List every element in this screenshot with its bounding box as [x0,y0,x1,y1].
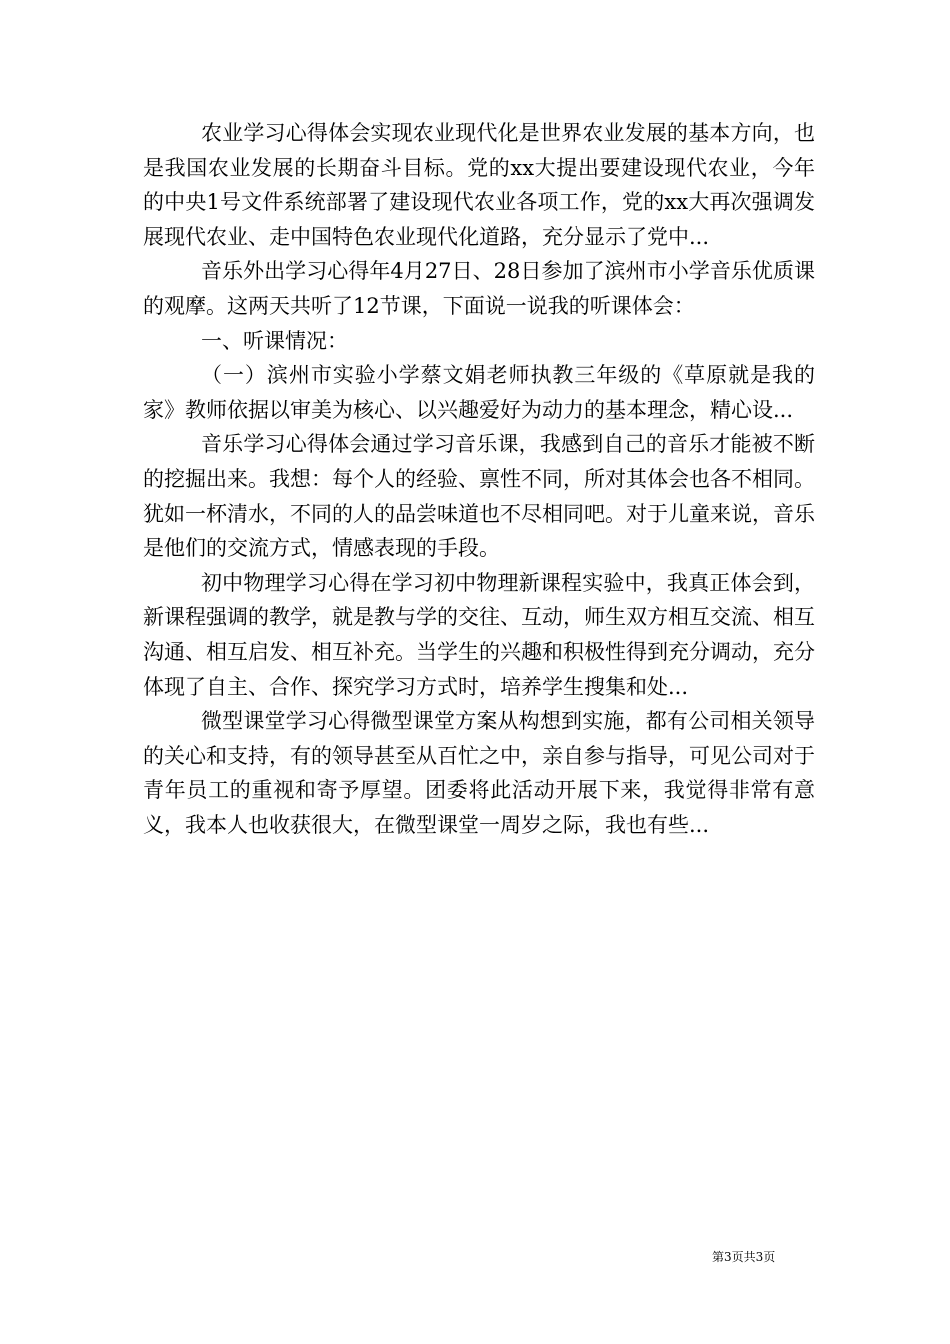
paragraph-physics: 初中物理学习心得在学习初中物理新课程实验中，我真正体会到，新课程强调的教学，就是教与学的交往、互动，师生双方相互交流、相互沟通、相互启发、相互补充。当学生的兴趣和积极性得到充分调动，充分体现了自主、合作、探究学习方式时，培养学生搜集和处... [143,570,815,699]
paragraph-music-study: 音乐学习心得体会通过学习音乐课，我感到自己的音乐才能被不断的挖掘出来。我想：每个人的经验、禀性不同，所对其体会也各不相同。犹如一杯清水，不同的人的品尝味道也不尽相同吧。对于儿童来说，音乐是他们的交流方式，情感表现的手段。 [143,432,815,561]
paragraph-agriculture: 农业学习心得体会实现农业现代化是世界农业发展的基本方向，也是我国农业发展的长期奋斗目标。党的xx大提出要建设现代农业，今年的中央1号文件系统部署了建设现代农业各项工作，党的xx大再次强调发展现代农业、走中国特色农业现代化道路，充分显示了党中... [143,121,815,249]
paragraph-music-outing: 音乐外出学习心得年4月27日、28日参加了滨州市小学音乐优质课的观摩。这两天共听了12节课，下面说一说我的听课体会： [143,259,815,318]
paragraph-binzhou-lesson: （一）滨州市实验小学蔡文娟老师执教三年级的《草原就是我的家》教师依据以审美为核心、以兴趣爱好为动力的基本理念，精心设... [143,363,815,422]
document-body [143,116,815,842]
paragraph-micro-classroom: 微型课堂学习心得微型课堂方案从构想到实施，都有公司相关领导的关心和支持，有的领导甚至从百忙之中，亲自参与指导，可见公司对于青年员工的重视和寄予厚望。团委将此活动开展下来，我觉得非常有意义，我本人也收获很大，在微型课堂一周岁之际，我也有些... [143,709,815,837]
paragraph-lesson-heading: 一、听课情况： [201,328,348,353]
page-number: 第3页共3页 [712,1250,776,1264]
